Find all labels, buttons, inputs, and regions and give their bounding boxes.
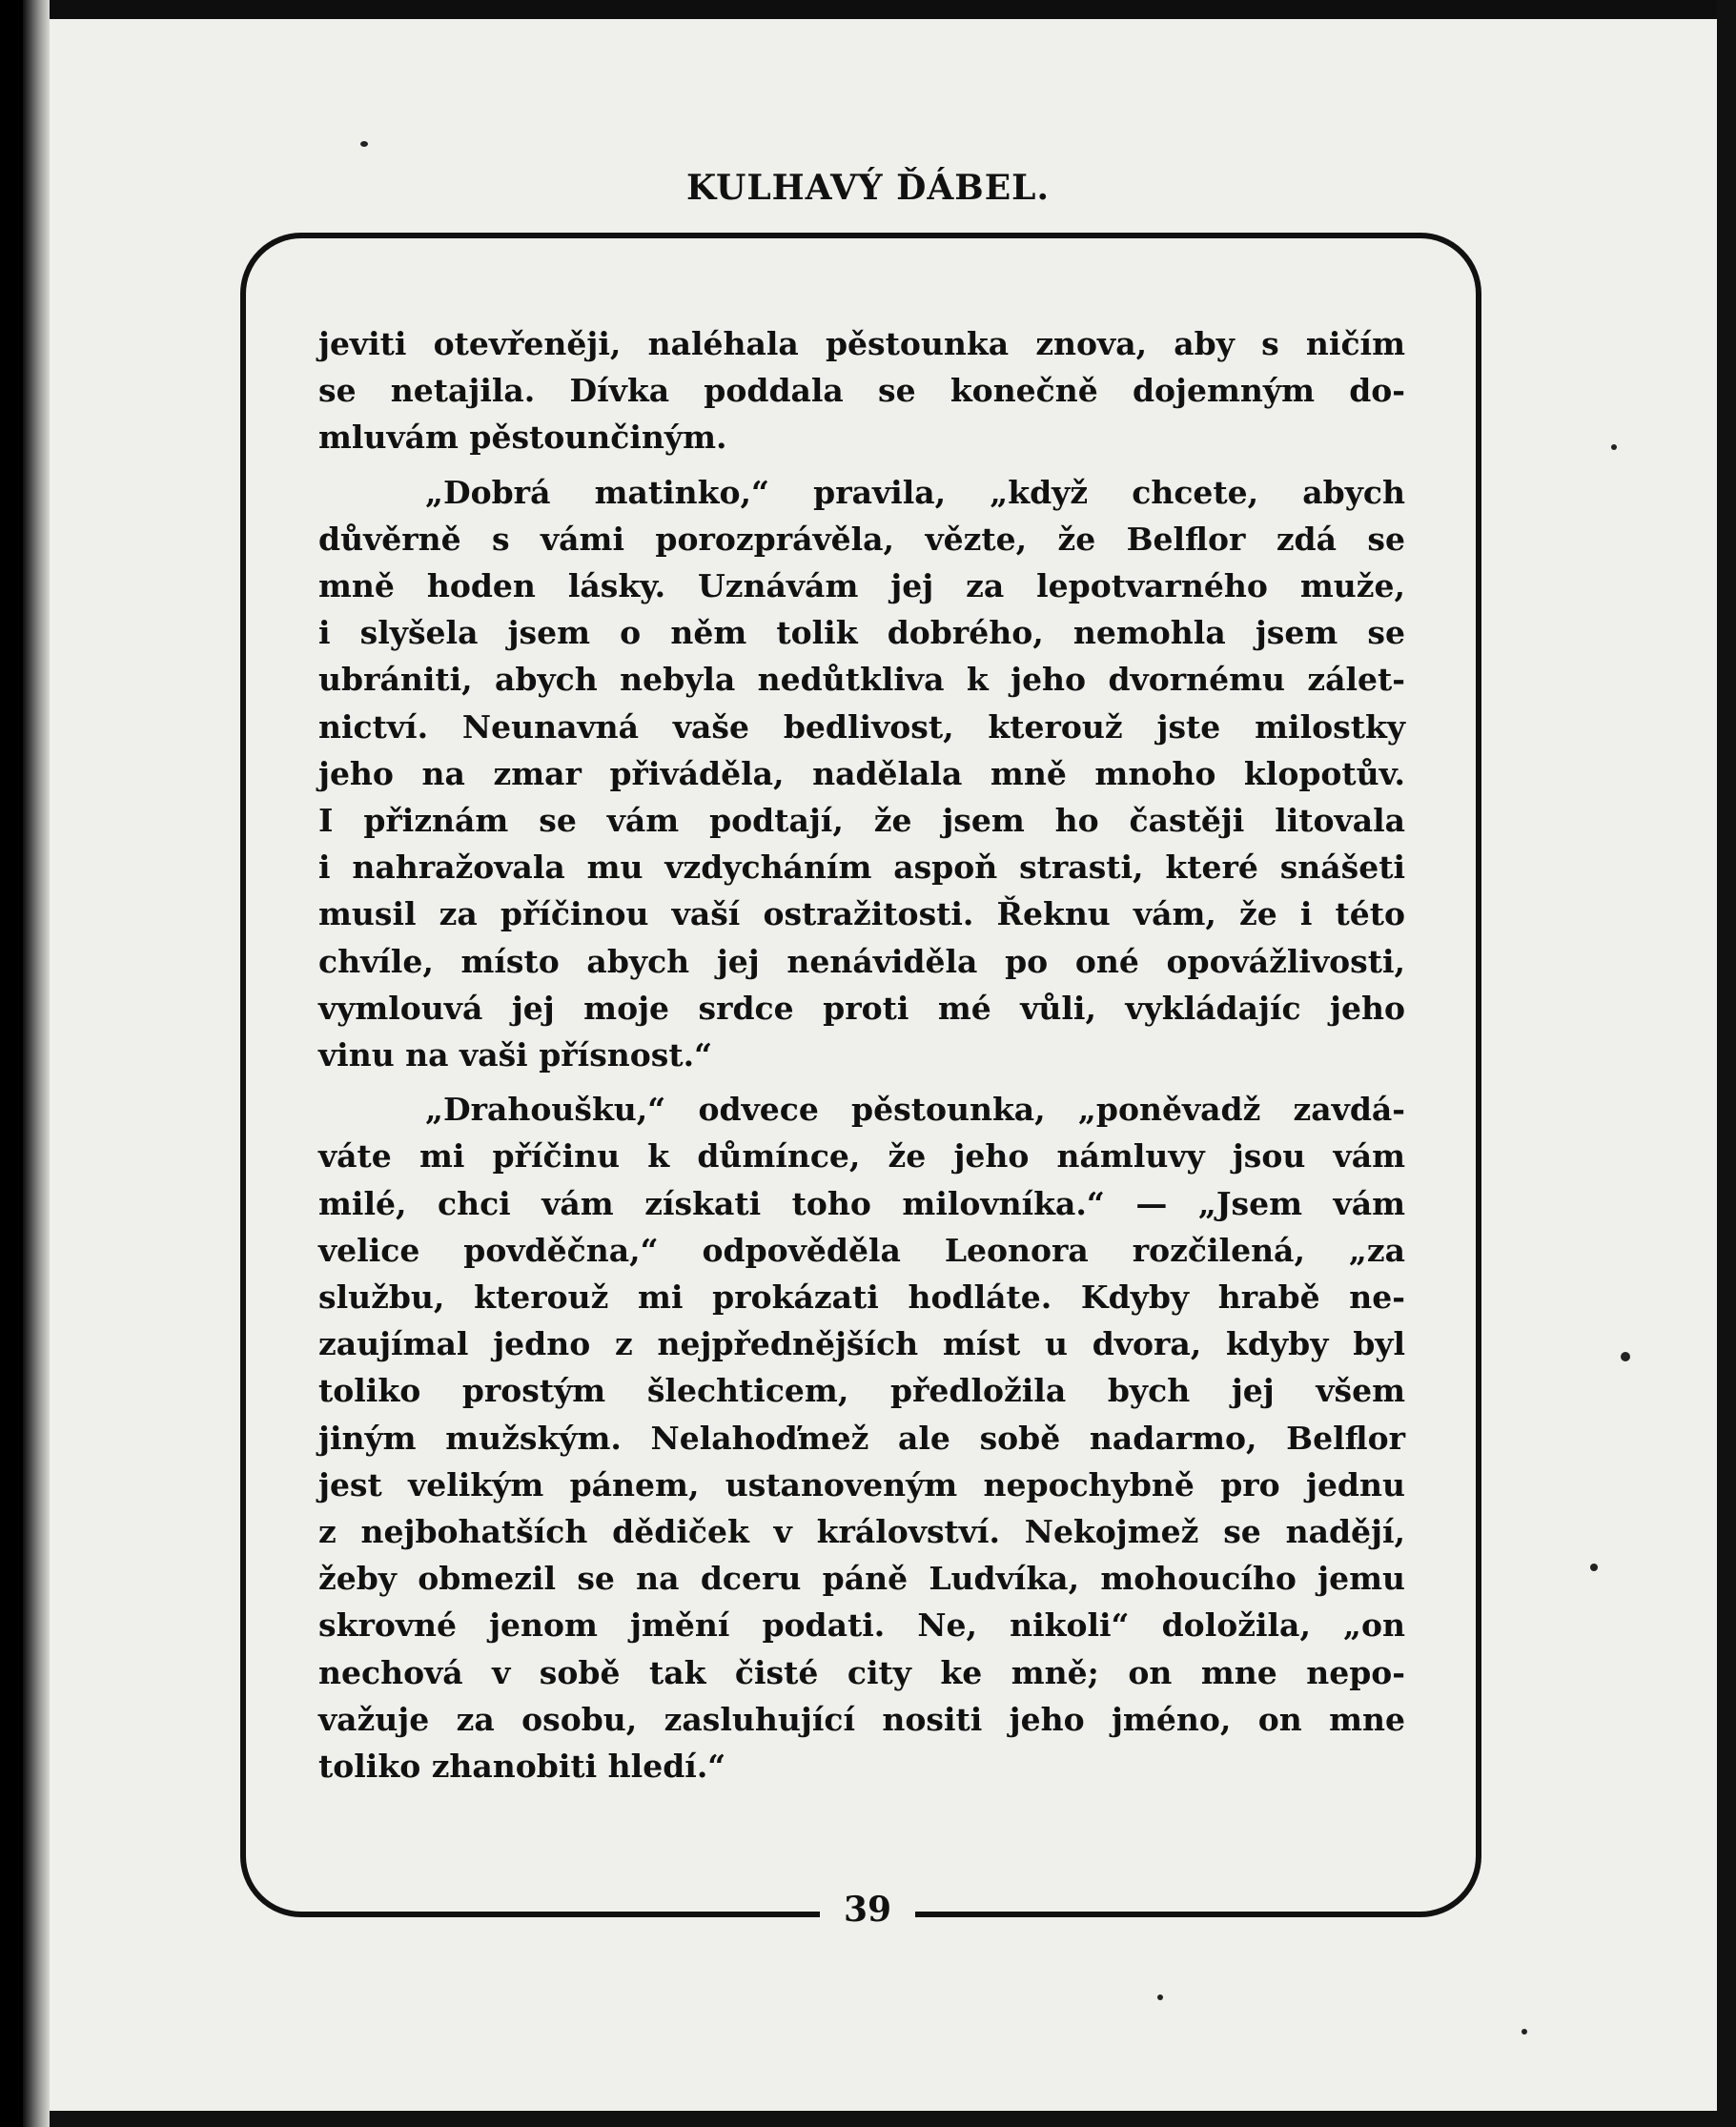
text-line: „Dobrá matinko,“ pravila, „když chcete, abych xyxy=(425,473,1405,511)
text-line: žeby obmezil se na dceru páně Ludvíka, mohoucího jemu xyxy=(318,1560,1405,1598)
paper-speck xyxy=(1621,1352,1630,1361)
text-line: se netajila. Dívka poddala se konečně dojemným do- xyxy=(318,372,1405,410)
text-line: z nejbohatších dědiček v království. Nekojmež se nadějí, xyxy=(318,1513,1405,1551)
text-line: nictví. Neunavná vaše bedlivost, kterouž jste milostky xyxy=(318,707,1405,746)
text-line: „Drahoušku,“ odvece pěstounka, „poněvadž zavdá- xyxy=(425,1091,1405,1129)
text-line: skrovné jenom jmění podati. Ne, nikoli“ doložila, „on xyxy=(318,1606,1405,1645)
running-header: KULHAVÝ ĎÁBEL. xyxy=(685,168,1051,208)
text-line: milé, chci vám získati toho milovníka.“ — „Jsem vám xyxy=(318,1184,1405,1222)
gutter-shadow xyxy=(17,0,23,2127)
paragraph-1 xyxy=(318,320,1405,461)
text-line: jest velikým pánem, ustanoveným nepochybně pro jednu xyxy=(318,1465,1405,1503)
text-line: vymlouvá jej moje srdce proti mé vůli, vykládajíc jeho xyxy=(318,989,1405,1027)
text-line: jeho na zmar přiváděla, nadělala mně mnoho klopotův. xyxy=(318,754,1405,792)
paper-speck xyxy=(1522,2029,1527,2035)
paper-speck xyxy=(1157,1994,1163,2000)
book-gutter xyxy=(0,0,50,2127)
text-line: nechová v sobě tak čisté city ke mně; on mne nepo- xyxy=(318,1653,1405,1691)
text-line: i slyšela jsem o něm tolik dobrého, nemohla jsem se xyxy=(318,614,1405,652)
text-line: mluvám pěstounčiným. xyxy=(318,419,727,457)
paragraph-2 xyxy=(318,469,1405,1079)
scan-top-edge xyxy=(0,0,1736,19)
text-line: toliko prostým šlechticem, předložila bych jej všem xyxy=(318,1372,1405,1410)
text-line: i nahražovala mu vzdycháním aspoň strasti, které snášeti xyxy=(318,849,1405,887)
text-line: důvěrně s vámi porozprávěla, vězte, že Belflor zdá se xyxy=(318,520,1405,558)
text-line: jeviti otevřeněji, naléhala pěstounka znova, aby s ničím xyxy=(318,325,1405,362)
body-text xyxy=(318,320,1405,1797)
text-line: ubrániti, abych nebyla nedůtkliva k jeho dvornému zálet- xyxy=(318,661,1405,699)
text-line: chvíle, místo abych jej nenáviděla po oné opovážlivosti, xyxy=(318,942,1405,980)
text-line: toliko zhanobiti hledí.“ xyxy=(318,1748,726,1786)
paper-speck xyxy=(360,141,368,147)
text-line: jiným mužským. Nelahoďmež ale sobě nadarmo, Belflor xyxy=(318,1419,1405,1457)
text-line: musil za příčinou vaší ostražitosti. Řeknu vám, že i této xyxy=(318,895,1405,933)
text-line: mně hoden lásky. Uznávám jej za lepotvarného muže, xyxy=(318,567,1405,605)
page-number: 39 xyxy=(843,1890,892,1930)
text-line: váte mi příčinu k důmínce, že jeho námluvy jsou vám xyxy=(318,1137,1405,1176)
paragraph-3 xyxy=(318,1086,1405,1790)
scan-right-edge xyxy=(1717,0,1736,2127)
paper-speck xyxy=(1590,1564,1598,1571)
text-line: vinu na vaši přísnost.“ xyxy=(318,1036,713,1074)
text-line: I přiznám se vám podtají, že jsem ho častěji litovala xyxy=(318,802,1405,840)
paper-speck xyxy=(1611,444,1617,450)
text-line: važuje za osobu, zasluhující nositi jeho jméno, on mne xyxy=(318,1700,1405,1738)
text-line: službu, kterouž mi prokázati hodláte. Kdyby hrabě ne- xyxy=(318,1278,1405,1317)
text-line: velice povděčna,“ odpověděla Leonora rozčilená, „za xyxy=(318,1231,1405,1269)
text-line: zaujímal jedno z nejpřednějších míst u dvora, kdyby byl xyxy=(318,1325,1405,1363)
